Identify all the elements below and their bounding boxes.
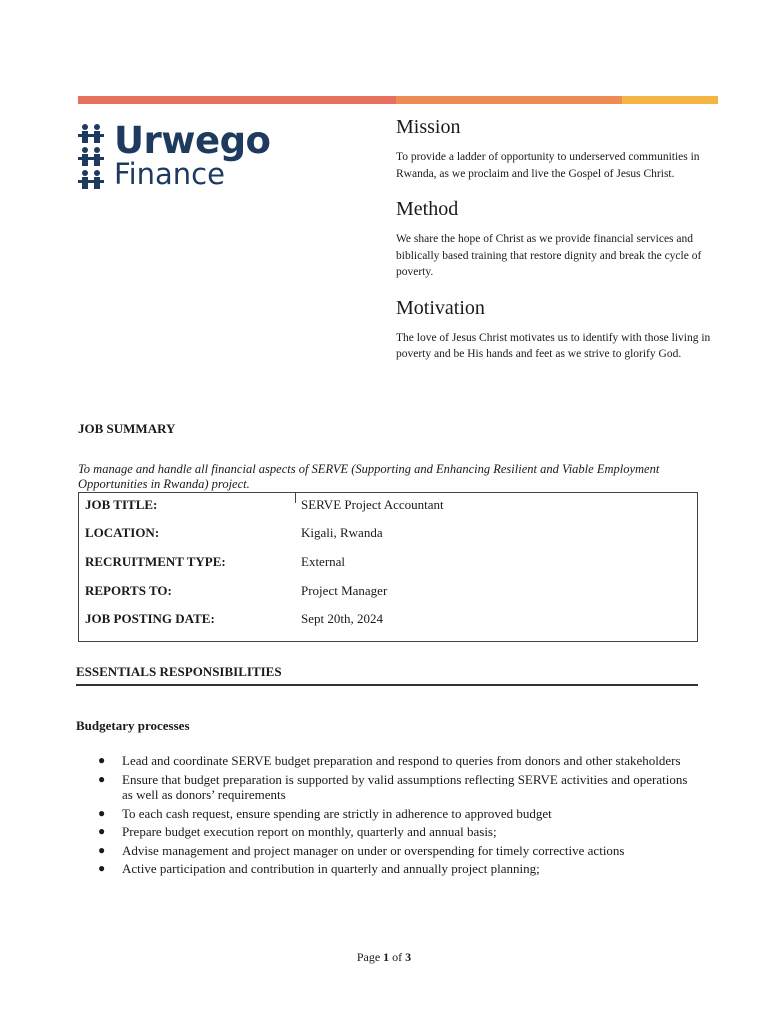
list-item	[98, 824, 692, 840]
list-item-text: Active participation and contribution in quarterly and annually project planning;	[122, 861, 540, 876]
method-text: We share the hope of Christ as we provide financial services and biblically based training that restore dignity and break the cycle of poverty.	[396, 233, 702, 278]
page-label: Page	[356, 950, 381, 964]
recruitment-type-label: RECRUITMENT TYPE:	[85, 554, 226, 569]
page-number	[0, 950, 768, 965]
mission-block	[396, 116, 716, 182]
posting-date-row	[79, 607, 697, 631]
mission-column	[396, 116, 716, 379]
logo-name-line2: Finance	[114, 157, 225, 191]
job-title-value: SERVE Project Accountant	[301, 497, 444, 512]
recruitment-type-value: External	[301, 554, 346, 569]
people-chain-icon	[78, 123, 104, 189]
list-item-text: Prepare budget execution report on monthly, quarterly and annual basis;	[122, 824, 497, 839]
list-item	[98, 842, 692, 859]
reports-to-value: Project Manager	[301, 583, 388, 598]
motivation-heading: Motivation	[396, 296, 485, 319]
responsibilities-list	[98, 753, 692, 880]
section-divider	[76, 684, 698, 686]
list-item	[98, 771, 692, 803]
posting-date-label: JOB POSTING DATE:	[85, 611, 215, 626]
bullet-icon: ●	[98, 842, 106, 857]
list-item	[98, 861, 692, 877]
page-current: 1	[383, 950, 390, 964]
method-heading: Method	[396, 198, 459, 220]
page-of: of	[392, 950, 403, 964]
list-item-text: To each cash request, ensure spending are strictly in adherence to approved budget	[122, 805, 552, 821]
list-item-text: Lead and coordinate SERVE budget preparation and respond to queries from donors and other stakeholders	[122, 753, 681, 768]
mission-heading: Mission	[396, 116, 461, 138]
logo-name-line1: Urwego	[114, 119, 271, 162]
brand-bar-orange	[396, 96, 622, 104]
list-item-text: Advise management and project manager on under or overspending for timely corrective actions	[122, 842, 625, 858]
bullet-icon: ●	[98, 824, 106, 838]
job-details-table	[78, 492, 698, 642]
logo-wordmark	[114, 119, 271, 191]
location-value: Kigali, Rwanda	[301, 525, 383, 540]
method-block	[396, 198, 716, 281]
posting-date-value: Sept 20th, 2024	[301, 611, 383, 626]
mission-text: To provide a ladder of opportunity to underserved communities in Rwanda, as we proclaim and live the Gospel of Jesus Christ.	[396, 151, 700, 180]
brand-bar-red	[78, 96, 396, 104]
page-total: 3	[405, 950, 412, 964]
job-summary-heading: JOB SUMMARY	[78, 421, 176, 436]
job-title-label: JOB TITLE:	[85, 497, 158, 512]
urwego-logo	[78, 119, 271, 191]
brand-bar-yellow	[622, 96, 718, 104]
bullet-icon: ●	[98, 771, 106, 786]
brand-color-bar	[78, 96, 718, 104]
budgetary-processes-heading: Budgetary processes	[76, 718, 190, 733]
list-item	[98, 753, 692, 769]
bullet-icon: ●	[98, 805, 106, 820]
reports-to-row	[79, 579, 697, 603]
essentials-heading: ESSENTIALS RESPONSIBILITIES	[76, 664, 282, 679]
list-item	[98, 805, 692, 822]
job-summary-text: To manage and handle all financial aspects of SERVE (Supporting and Enhancing Resilient and Viable Employment Opportunities in Rwanda) project.	[78, 462, 660, 491]
recruitment-type-row	[79, 550, 697, 574]
motivation-block	[396, 297, 716, 363]
motivation-text: The love of Jesus Christ motivates us to identify with those living in poverty and be His hands and feet as we strive to glorify God.	[396, 331, 711, 360]
reports-to-label: REPORTS TO:	[85, 583, 172, 598]
job-title-row	[79, 493, 697, 517]
location-row	[79, 521, 697, 545]
list-item-text: Ensure that budget preparation is supported by valid assumptions reflecting SERVE activities and operations as well as donors’ requirements	[122, 771, 688, 802]
bullet-icon: ●	[98, 861, 106, 875]
location-label: LOCATION:	[85, 525, 160, 540]
bullet-icon: ●	[98, 753, 106, 767]
